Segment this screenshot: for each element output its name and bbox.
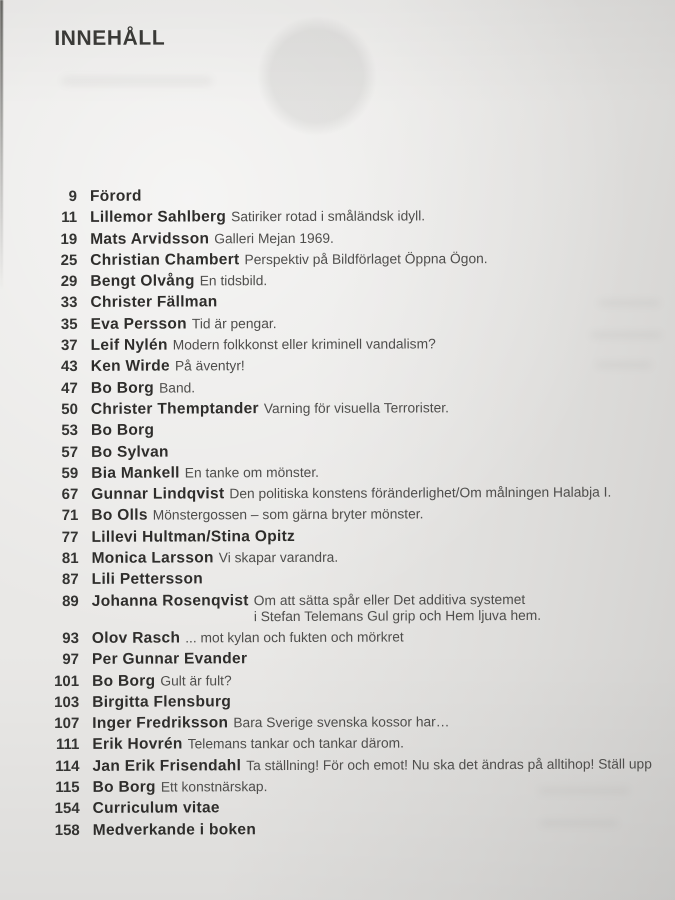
toc-page-number: 33 — [60, 294, 78, 312]
toc-author-name: Bo Borg — [92, 672, 156, 690]
toc-entry — [1, 399, 675, 418]
toc-entry-body — [91, 444, 169, 460]
toc-author-name: Per Gunnar Evander — [91, 650, 248, 669]
toc-page-number: 89 — [62, 592, 79, 610]
toc-author-name: Christer Fällman — [90, 293, 218, 312]
toc-author-name: Medverkande i boken — [92, 820, 257, 839]
toc-entry-description: Telemans tankar och tankar därom. — [187, 735, 404, 752]
toc-page-number: 11 — [61, 209, 78, 227]
toc-author-name: Gunnar Lindqvist — [91, 485, 225, 504]
toc-author-name: Curriculum vitae — [92, 799, 220, 818]
toc-entry-body — [91, 400, 449, 418]
toc-entry — [2, 756, 675, 775]
toc-entry — [1, 314, 675, 333]
toc-page-number: 25 — [60, 251, 78, 269]
toc-entry-description: Gult är fult? — [160, 672, 232, 689]
toc-entry-body — [91, 423, 154, 439]
toc-page-number: 97 — [62, 651, 80, 669]
toc-author-name: Bia Mankell — [91, 464, 180, 482]
toc-entry-body — [92, 673, 232, 690]
toc-entry-body — [90, 209, 425, 226]
toc-entry-body — [92, 714, 449, 732]
toc-entry-description: Band. — [159, 380, 196, 396]
toc-author-name: Bo Borg — [92, 778, 156, 796]
toc-author-name: Leif Nylén — [90, 336, 168, 354]
toc-entry-body — [93, 801, 220, 818]
toc-entry-body — [90, 273, 267, 290]
toc-page-number: 43 — [61, 358, 78, 376]
toc-page-number: 71 — [61, 507, 79, 525]
toc-entry-body — [91, 316, 277, 333]
toc-author-name: Birgitta Flensburg — [92, 693, 232, 711]
toc-entry-description: Perspektiv på Bildförlaget Öppna Ögon. — [244, 251, 488, 268]
toc-entry-body — [93, 779, 268, 796]
toc-page-number: 47 — [61, 379, 78, 397]
toc-author-name: Eva Persson — [90, 315, 187, 333]
toc-page-number: 107 — [54, 715, 80, 733]
toc-author-name: Jan Erik Frisendahl — [92, 756, 242, 775]
toc-entry — [2, 671, 675, 690]
toc-entry-description: Ta ställning! För och emot! Nu ska det ändras på alltihop! Ställ upp — [246, 756, 652, 773]
toc-entry-body — [92, 694, 231, 711]
toc-entry — [0, 250, 675, 269]
toc-entry — [1, 463, 675, 482]
toc-entry — [3, 799, 675, 818]
toc-entry — [1, 421, 675, 440]
toc-entry-description: Varning för visuella Terrorister. — [263, 400, 449, 417]
toc-page-number: 87 — [61, 571, 79, 589]
toc-entry-description: På äventyr! — [174, 358, 245, 374]
toc-entry-body — [91, 336, 436, 354]
toc-entry-body — [91, 465, 319, 482]
toc-entry-description: Ett konstnärskap. — [160, 779, 268, 795]
toc-author-name: Lillemor Sahlberg — [90, 208, 227, 227]
toc-page-number: 114 — [55, 757, 80, 775]
toc-page-number: 115 — [55, 778, 80, 797]
toc-entry-description: Bara Sverige svenska kossor har… — [233, 714, 450, 731]
toc-entry-body — [90, 189, 142, 205]
toc-entry — [1, 506, 675, 525]
toc-page-number: 101 — [54, 672, 80, 690]
toc-author-name: Mats Arvidsson — [90, 229, 210, 248]
toc-entry-description: Tid är pengar. — [191, 315, 277, 332]
toc-entry — [2, 650, 675, 669]
toc-author-name: Bo Borg — [90, 421, 155, 440]
toc-entry — [2, 628, 675, 647]
toc-author-name: Lili Pettersson — [91, 570, 204, 589]
toc-entry — [3, 820, 675, 839]
toc-page-number: 37 — [60, 337, 78, 355]
toc-page-number: 35 — [60, 315, 78, 333]
toc-entry — [1, 378, 675, 397]
toc-entry-body — [92, 592, 541, 626]
toc-entry-body — [92, 550, 339, 567]
toc-entry-body — [90, 295, 217, 312]
toc-page-number: 29 — [60, 273, 78, 291]
toc-entry — [2, 735, 675, 754]
toc-entry-body — [92, 736, 404, 753]
toc-entry — [2, 570, 675, 589]
toc-author-name: Bo Borg — [90, 379, 155, 397]
toc-entry-description: En tidsbild. — [199, 273, 268, 289]
toc-entry — [0, 229, 675, 248]
toc-page-number: 111 — [55, 736, 80, 754]
toc-page-number: 53 — [61, 422, 79, 440]
toc-page-number: 50 — [61, 400, 78, 418]
toc-entry — [1, 442, 675, 461]
toc-entry — [0, 186, 675, 205]
toc-entry-body — [92, 756, 651, 774]
toc-page-number: 154 — [54, 800, 80, 818]
toc-page-number: 9 — [68, 187, 78, 205]
toc-entry — [1, 335, 675, 354]
toc-page-number: 59 — [61, 464, 79, 482]
toc-entry — [2, 692, 675, 711]
toc-author-name: Johanna Rosenqvist — [91, 591, 249, 610]
toc-entry-body — [91, 380, 195, 396]
toc-page-number: 77 — [61, 528, 79, 546]
toc-author-name: Bo Olls — [91, 507, 148, 525]
toc-entry-body — [90, 251, 487, 269]
toc-entry — [2, 713, 675, 732]
toc-page-number: 93 — [62, 629, 79, 647]
toc-author-name: Inger Fredriksson — [92, 714, 229, 732]
toc-entry — [3, 777, 675, 796]
toc-entry-body — [91, 485, 611, 503]
toc-author-name: Förord — [89, 187, 142, 205]
toc-author-name: Ken Wirde — [90, 357, 170, 376]
toc-author-name: Bo Sylvan — [91, 443, 169, 461]
toc-page-number: 57 — [61, 443, 79, 461]
toc-list — [0, 186, 675, 844]
toc-author-name: Monica Larsson — [91, 549, 214, 567]
toc-entry-description: Den politiska konstens föränderlighet/Om målningen Halabja I. — [229, 484, 612, 502]
toc-entry-body — [92, 651, 247, 668]
toc-author-name: Erik Hovrén — [92, 735, 183, 754]
toc-entry — [1, 484, 675, 503]
toc-page-number: 81 — [61, 549, 79, 568]
toc-entry-body — [93, 822, 256, 839]
toc-author-name: Lillevi Hultman/Stina Opitz — [91, 527, 296, 546]
toc-page-number: 67 — [61, 486, 79, 504]
toc-entry-description: Om att sätta spår eller Det additiva systemet — [253, 591, 526, 608]
toc-page-number: 158 — [54, 821, 80, 839]
page-title: INNEHÅLL — [54, 26, 166, 51]
toc-entry-description: Satiriker rotad i småländsk idyll. — [231, 208, 426, 225]
toc-author-name: Bengt Olvång — [90, 272, 195, 291]
toc-entry — [0, 293, 675, 312]
toc-entry — [0, 272, 675, 291]
toc-entry-description: Vi skapar varandra. — [218, 549, 339, 566]
toc-entry — [2, 591, 675, 626]
toc-entry-body — [91, 529, 295, 546]
toc-author-name: Christer Themptander — [90, 400, 259, 418]
toc-entry-body — [91, 507, 423, 524]
toc-entry — [1, 527, 675, 546]
toc-entry-description: Mönstergossen – som gärna bryter mönster. — [152, 506, 424, 524]
toc-entry — [1, 357, 675, 376]
toc-entry-description: Modern folkkonst eller kriminell vandalism? — [172, 336, 436, 353]
toc-entry-description: ... mot kylan och fukten och mörkret — [185, 629, 404, 646]
toc-entry-description: En tanke om mönster. — [184, 464, 320, 481]
toc-entry-body — [92, 572, 203, 588]
toc-entry-body — [90, 230, 334, 247]
toc-author-name: Olov Rasch — [91, 629, 181, 647]
toc-entry-body — [92, 629, 404, 646]
toc-entry-body — [91, 359, 245, 376]
toc-page-number: 103 — [54, 693, 80, 711]
toc-page-number: 19 — [60, 230, 78, 248]
toc-entry-description: Galleri Mejan 1969. — [214, 230, 334, 246]
toc-author-name: Christian Chambert — [90, 251, 240, 269]
toc-entry — [0, 208, 675, 227]
toc-entry-description-continued: i Stefan Telemans Gul grip och Hem ljuva hem. — [253, 607, 542, 624]
toc-entry — [2, 548, 675, 567]
